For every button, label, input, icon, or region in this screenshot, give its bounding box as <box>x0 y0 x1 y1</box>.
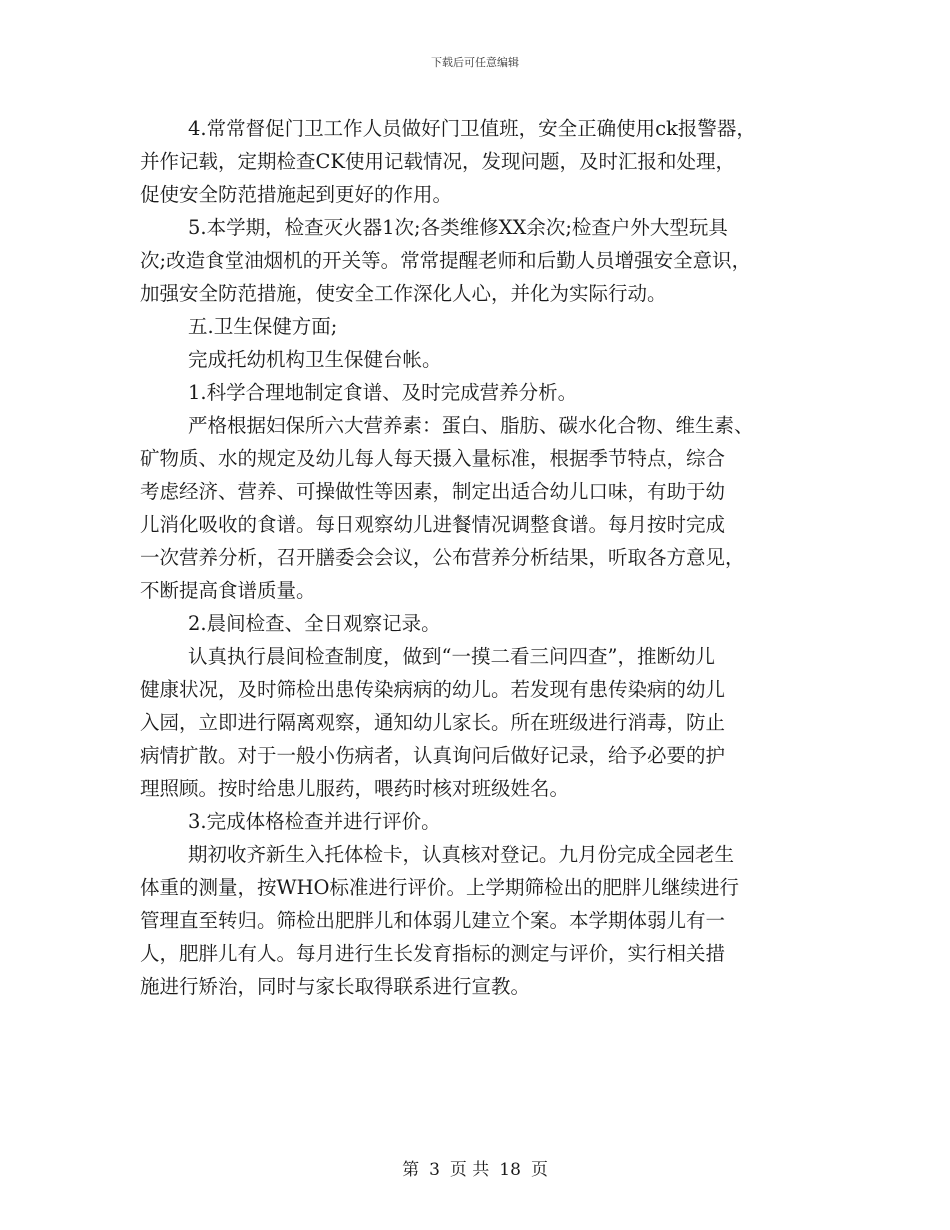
text-line: 一次营养分析，召开膳委会会议，公布营养分析结果，听取各方意见， <box>140 546 745 569</box>
text-line: 期初收齐新生入托体检卡，认真核对登记。九月份完成全园老生 <box>188 843 735 866</box>
text-line: 健康状况，及时筛检出患传染病病的幼儿。若发现有患传染病的幼儿 <box>140 678 726 701</box>
text-line: 病情扩散。对于一般小伤病者，认真询问后做好记录，给予必要的护 <box>140 744 726 767</box>
text-line: 人，肥胖儿有人。每月进行生长发育指标的测定与评价，实行相关措 <box>140 942 726 965</box>
text-line: 认真执行晨间检查制度，做到“一摸二看三问四查”，推断幼儿 <box>188 645 715 668</box>
footer-middle: 页 共 <box>449 1160 490 1180</box>
text-line: 4.常常督促门卫工作人员做好门卫值班，安全正确使用ck报警器， <box>188 117 756 140</box>
text-line: 考虑经济、营养、可操做性等因素，制定出适合幼儿口味，有助于幼 <box>140 480 726 503</box>
footer-current-page: 3 <box>429 1160 440 1180</box>
text-line: 不断提高食谱质量。 <box>140 579 316 602</box>
text-line: 加强安全防范措施，使安全工作深化人心，并化为实际行动。 <box>140 282 667 305</box>
footer-total-pages: 18 <box>499 1160 521 1180</box>
page-header: 下载后可任意编辑 <box>431 56 519 69</box>
text-line: 理照顾。按时给患儿服药，喂药时核对班级姓名。 <box>140 777 570 800</box>
text-line: 3.完成体格检查并进行评价。 <box>188 810 441 833</box>
text-line: 体重的测量，按WHO标准进行评价。上学期筛检出的肥胖儿继续进行 <box>140 876 740 899</box>
document-body <box>140 112 820 1003</box>
text-line: 促使安全防范措施起到更好的作用。 <box>140 183 453 206</box>
text-line: 并作记载，定期检查CK使用记载情况，发现问题，及时汇报和处理， <box>140 150 735 173</box>
footer-suffix: 页 <box>530 1160 548 1180</box>
text-line: 施进行矫治，同时与家长取得联系进行宣教。 <box>140 975 531 998</box>
text-line: 5.本学期，检查灭火器1次;各类维修XX余次;检查户外大型玩具 <box>188 216 728 239</box>
text-line: 儿消化吸收的食谱。每日观察幼儿进餐情况调整食谱。每月按时完成 <box>140 513 726 536</box>
text-line: 严格根据妇保所六大营养素：蛋白、脂肪、碳水化合物、维生素、 <box>188 414 754 437</box>
footer-prefix: 第 <box>402 1160 420 1180</box>
text-line: 2.晨间检查、全日观察记录。 <box>188 612 441 635</box>
text-line: 1.科学合理地制定食谱、及时完成营养分析。 <box>188 381 578 404</box>
text-line: 完成托幼机构卫生保健台帐。 <box>188 348 442 371</box>
text-line: 管理直至转归。筛检出肥胖儿和体弱儿建立个案。本学期体弱儿有一 <box>140 909 726 932</box>
text-line: 入园，立即进行隔离观察，通知幼儿家长。所在班级进行消毒，防止 <box>140 711 726 734</box>
text-line: 次;改造食堂油烟机的开关等。常常提醒老师和后勤人员增强安全意识， <box>140 249 752 272</box>
text-line: 五.卫生保健方面; <box>188 315 338 338</box>
text-line: 矿物质、水的规定及幼儿每人每天摄入量标准，根据季节特点，综合 <box>140 447 726 470</box>
page-footer <box>0 1155 950 1180</box>
